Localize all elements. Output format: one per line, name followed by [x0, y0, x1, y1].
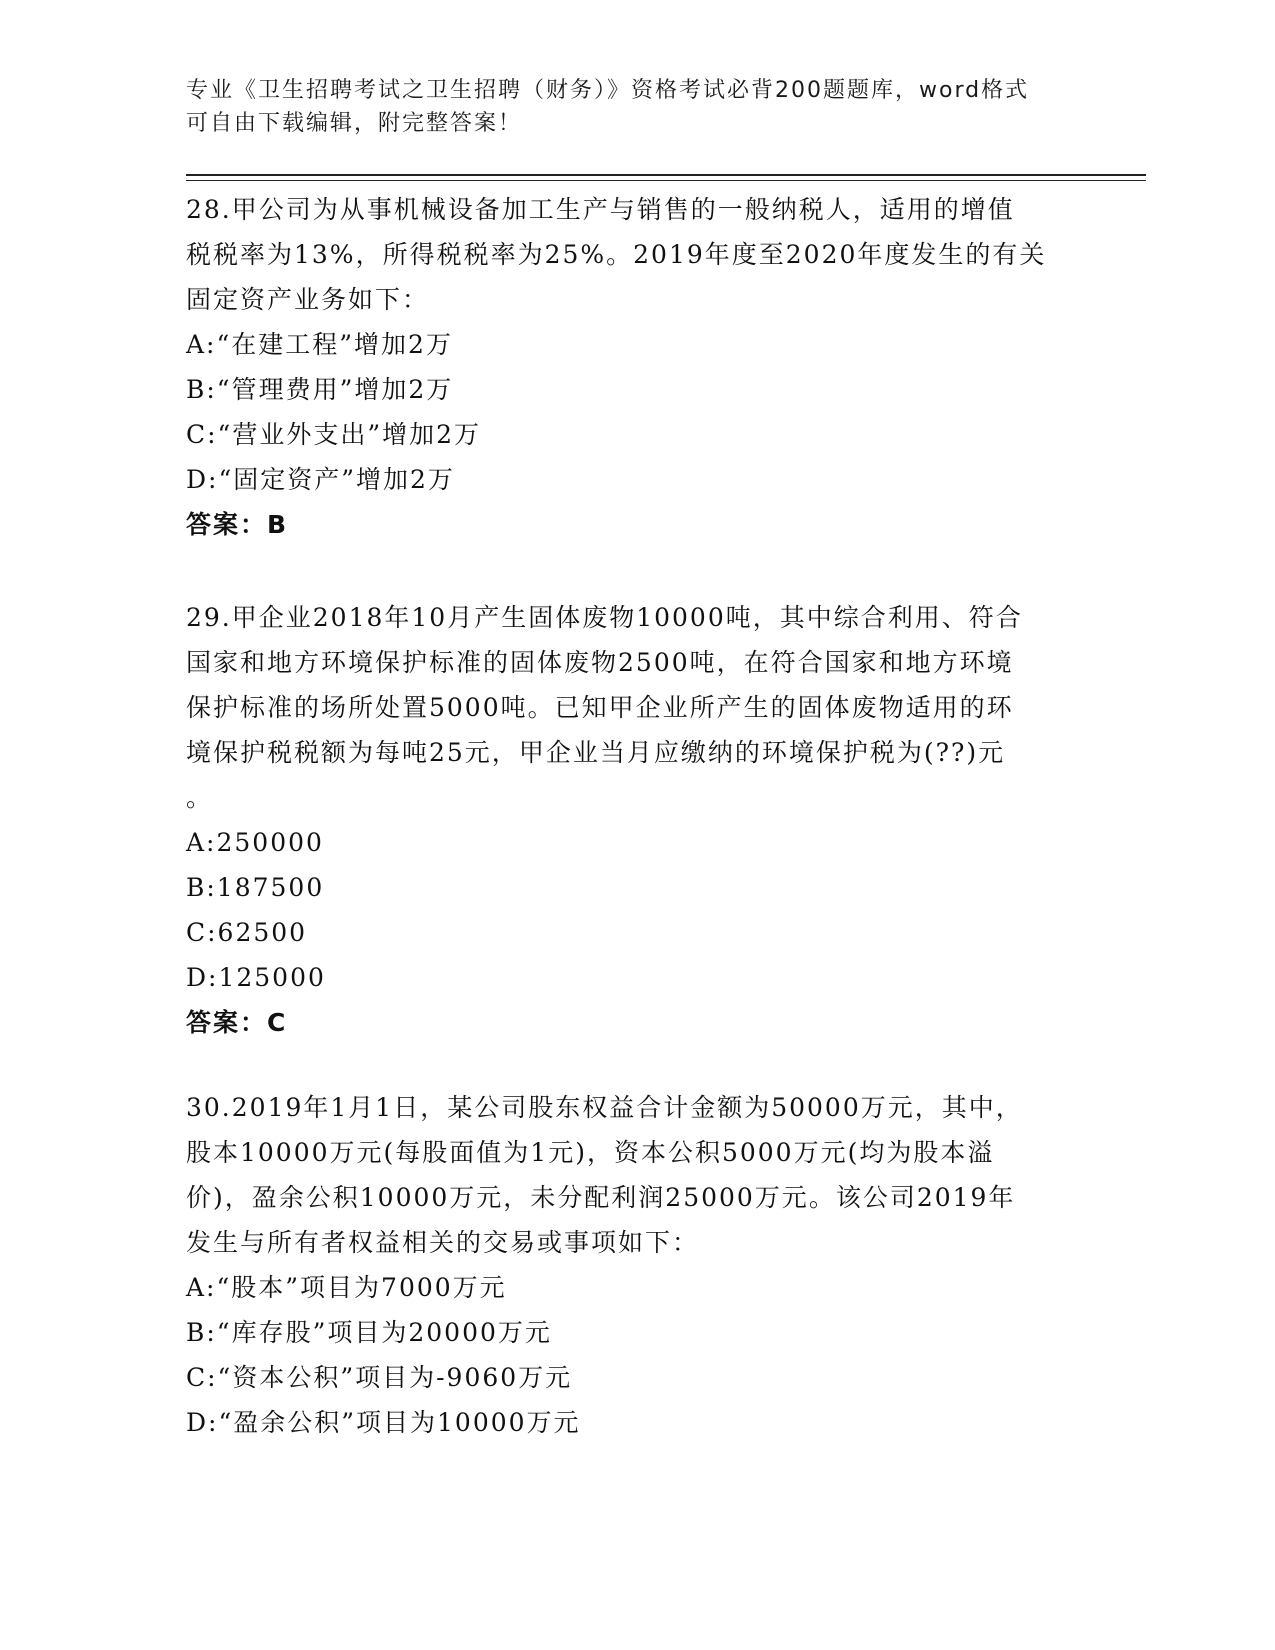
stem-line: 境保护税税额为每吨25元，甲企业当月应缴纳的环境保护税为(??)元 [186, 738, 1006, 767]
answer-label: 答案：B [186, 510, 289, 539]
stem-line: 28.甲公司为从事机械设备加工生产与销售的一般纳税人，适用的增值 [186, 195, 1015, 224]
question-30 [186, 1085, 1066, 1445]
header-title-line-1: 专业《卫生招聘考试之卫生招聘（财务）》资格考试必背200题题库，word格式 [186, 78, 1030, 103]
stem-line: 国家和地方环境保护标准的固体废物2500吨，在符合国家和地方环境 [186, 648, 1014, 677]
header-divider-thin [186, 180, 1146, 181]
document-header [186, 74, 1066, 140]
header-title-line-2: 可自由下载编辑，附完整答案！ [186, 111, 523, 136]
option-d: D:“盈余公积”项目为10000万元 [186, 1408, 581, 1437]
question-stem [186, 1085, 1066, 1265]
option-c: C:“资本公积”项目为-9060万元 [186, 1363, 573, 1392]
option-d: D:“固定资产”增加2万 [186, 465, 455, 494]
question-stem [186, 595, 1066, 820]
option-c: C:“营业外支出”增加2万 [186, 420, 482, 449]
option-d: D:125000 [186, 963, 326, 992]
option-b: B:187500 [186, 873, 325, 902]
option-b: B:“管理费用”增加2万 [186, 375, 454, 404]
stem-line: 股本10000万元(每股面值为1元)，资本公积5000万元(均为股本溢 [186, 1138, 995, 1167]
option-a: A:250000 [186, 828, 324, 857]
stem-line: 30.2019年1月1日，某公司股东权益合计金额为50000万元，其中， [186, 1093, 1023, 1122]
header-divider-thick [186, 174, 1146, 176]
stem-line: 。 [186, 783, 214, 812]
option-a: A:“股本”项目为7000万元 [186, 1273, 507, 1302]
stem-line: 29.甲企业2018年10月产生固体废物10000吨，其中综合利用、符合 [186, 603, 1023, 632]
option-c: C:62500 [186, 918, 308, 947]
stem-line: 保护标准的场所处置5000吨。已知甲企业所产生的固体废物适用的环 [186, 693, 1014, 722]
answer-label: 答案：C [186, 1008, 288, 1037]
option-a: A:“在建工程”增加2万 [186, 330, 453, 359]
stem-line: 固定资产业务如下： [186, 285, 430, 314]
question-stem [186, 187, 1066, 322]
question-28 [186, 187, 1066, 547]
option-b: B:“库存股”项目为20000万元 [186, 1318, 552, 1347]
stem-line: 发生与所有者权益相关的交易或事项如下： [186, 1228, 700, 1257]
stem-line: 价)，盈余公积10000万元，未分配利润25000万元。该公司2019年 [186, 1183, 1016, 1212]
question-29 [186, 595, 1066, 1045]
stem-line: 税税率为13%，所得税税率为25%。2019年度至2020年度发生的有关 [186, 240, 1047, 269]
